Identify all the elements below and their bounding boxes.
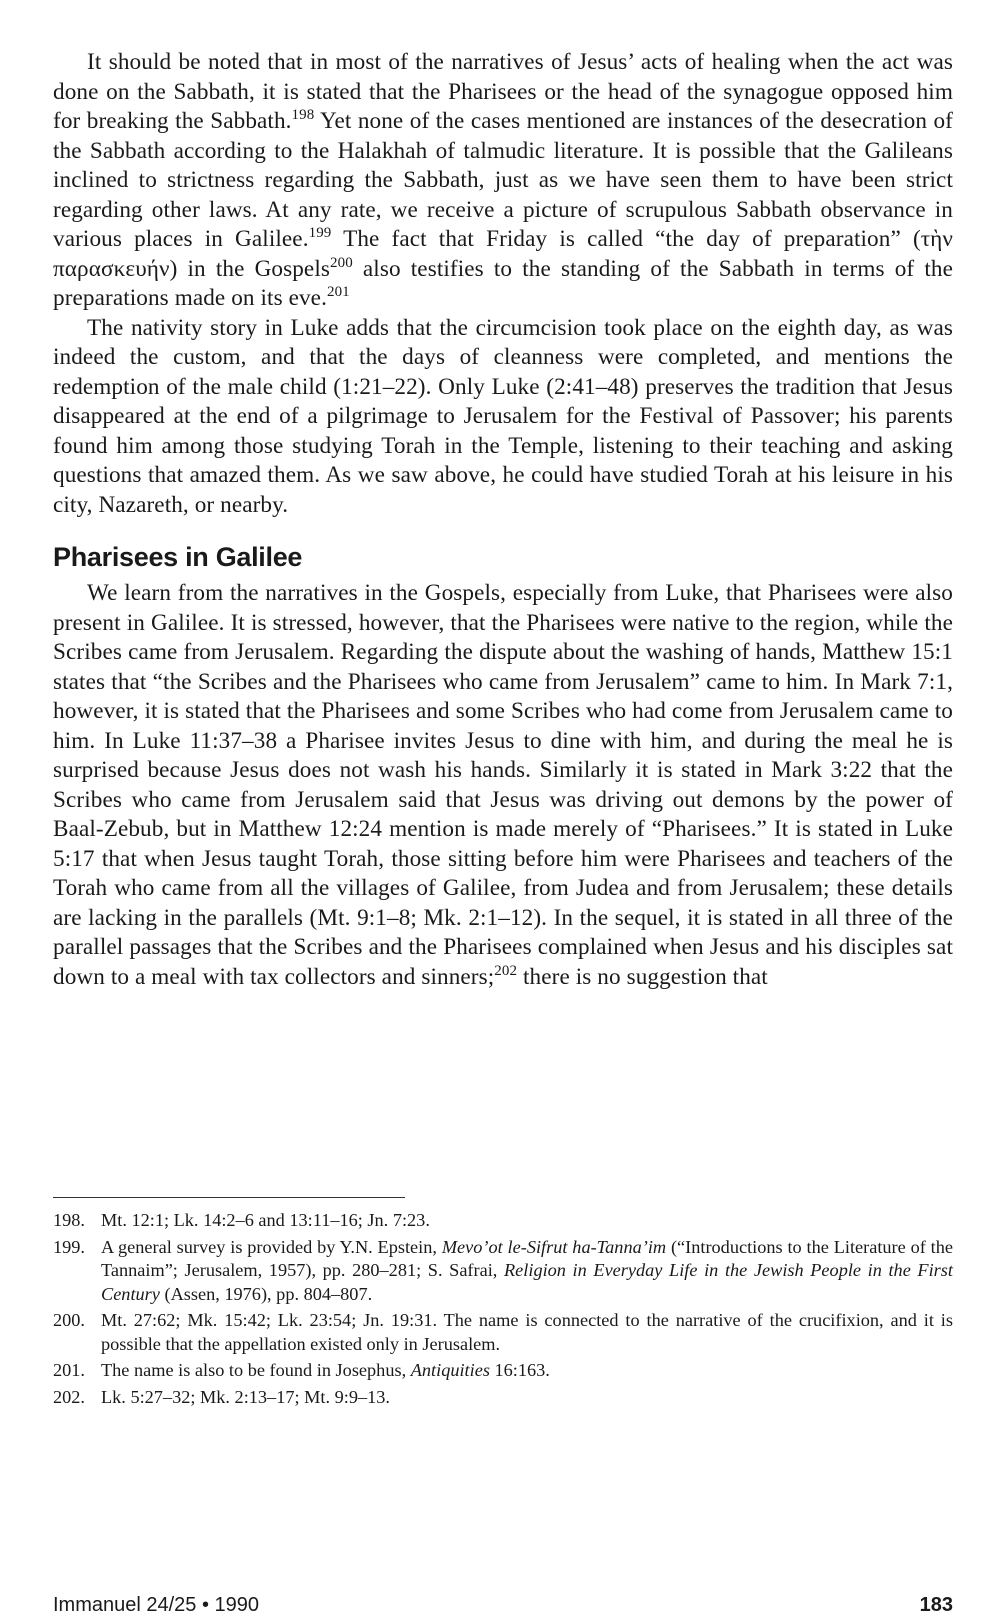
footnote-text: Lk. 5:27–32; Mk. 2:13–17; Mt. 9:9–13.	[101, 1386, 390, 1407]
footnote-text: Mt. 27:62; Mk. 15:42; Lk. 23:54; Jn. 19:31. The name is connected to the narrative of the crucifixion, and it is possible that the appellation existed only in Jerusalem.	[101, 1310, 953, 1354]
section-heading: Pharisees in Galilee	[53, 542, 303, 572]
footnote-ref[interactable]: 201	[326, 284, 350, 300]
footnote-ref[interactable]: 200	[330, 254, 353, 271]
footnote-title: Antiquities	[410, 1360, 490, 1380]
paragraph-text: there is no suggestion that	[517, 963, 768, 990]
paragraph-1	[53, 48, 953, 314]
footnote-divider	[53, 1197, 405, 1198]
footnote-198	[53, 1209, 953, 1233]
paragraph-2: The nativity story in Luke adds that the circumcision took place on the eighth day, as was indeed the custom, and that the days of cleanness were completed, and mentions the redemption of the male child (1:21–22). Only Luke (2:41–48) preserves the tradition that Jesus disappeared at the end of a pilgrimage to Jerusalem for the Festival of Passover; his parents found him among those studying Torah in the Temple, listening to their teaching and asking questions that amazed them. As we saw above, he could have studied Torah at his leisure in his city, Nazareth, or nearby.	[53, 314, 953, 518]
paragraph-text: also testifies to the standing of the Sabbath in terms of the preparations made on its eve.	[53, 255, 953, 311]
footnote-202	[53, 1386, 953, 1410]
footnote-text: (Assen, 1976), pp. 804–807.	[159, 1283, 373, 1304]
footnote-ref[interactable]: 199	[308, 225, 332, 241]
footnote-title: Religion in Everyday Life in the Jewish People in the First Century	[101, 1260, 953, 1304]
footnote-number: 202.	[53, 1386, 85, 1407]
footnote-number: 198.	[53, 1210, 85, 1230]
footnote-number: 199.	[53, 1236, 85, 1257]
footnote-title: Mevo’ot le-Sifrut ha-Tanna’im	[441, 1236, 667, 1257]
paragraph-text: We learn from the narratives in the Gospels, especially from Luke, that Pharisees were also present in Galilee. It is stressed, however, that the Pharisees were native to the region, while the Scribes came from Jerusalem. Regarding the dispute about the washing of hands, Matthew 15:1 states that “the Scribes and the Pharisees who came from Jerusalem” came to him. In Mark 7:1, however, it is stated that the Pharisees and some Scribes who had come from Jerusalem came to him. In Luke 11:37–38 a Pharisee invites Jesus to dine with him, and during the meal he is surprised because Jesus does not wash his hands. Similarly it is stated in Mark 3:22 that the Scribes who came from Jerusalem said that Jesus was driving out demons by the power of Baal-Zebub, but in Matthew 12:24 mention is made merely of “Pharisees.” It is stated in Luke 5:17 that when Jesus taught Torah, those sitting before him were Pharisees and teachers of the Torah who came from all the villages of Galilee, from Judea and from Jerusalem; these details are lacking in the parallels (Mt. 9:1–8; Mk. 2:1–12). In the sequel, it is stated in all three of the parallel passages that the Scribes and the Pharisees complained when Jesus and his disciples sat down to a meal with tax collectors and sinners;	[53, 580, 953, 990]
footnote-text: Mt. 12:1; Lk. 14:2–6 and 13:11–16; Jn. 7:23.	[101, 1210, 430, 1230]
footnote-text: (“Introductions to the Literature of the Tannaim”; Jerusalem, 1957), pp. 280–281; S. Safrai,	[101, 1236, 954, 1280]
journal-name: Immanuel 24/25 • 1990	[53, 1594, 260, 1616]
footnotes	[53, 1209, 953, 1412]
paragraph-text: The fact that Friday is called “the day of preparation” (τὴν παρασκευήν) in the Gospels	[53, 226, 953, 282]
footnote-text: The name is also to be found in Josephus,	[101, 1360, 411, 1380]
footnote-ref[interactable]: 198	[291, 107, 315, 123]
footnote-text: 16:163.	[489, 1360, 550, 1380]
footnote-ref[interactable]: 202	[494, 962, 518, 979]
main-text	[53, 48, 953, 992]
page-number: 183	[919, 1594, 953, 1616]
footnote-number: 201.	[53, 1360, 85, 1380]
footnote-number: 200.	[53, 1310, 85, 1330]
footnote-text: A general survey is provided by Y.N. Epstein,	[101, 1236, 442, 1257]
paragraph-text: Yet none of the cases mentioned are instances of the desecration of the Sabbath according to the Halakhah of talmudic literature. It is possible that the Galileans inclined to strictness regarding the Sabbath, just as we have seen them to have been strict regarding other laws. At any rate, we receive a picture of scrupulous Sabbath observance in various places in Galilee.	[53, 108, 953, 252]
footnote-199	[53, 1236, 953, 1307]
footnote-200	[53, 1309, 953, 1356]
paragraph-3	[53, 579, 953, 992]
paragraph-text: It should be noted that in most of the narratives of Jesus’ acts of healing when the act was done on the Sabbath, it is stated that the Pharisees or the head of the synagogue opposed him for breaking the Sabbath.	[53, 49, 953, 134]
footnote-201	[53, 1359, 953, 1383]
